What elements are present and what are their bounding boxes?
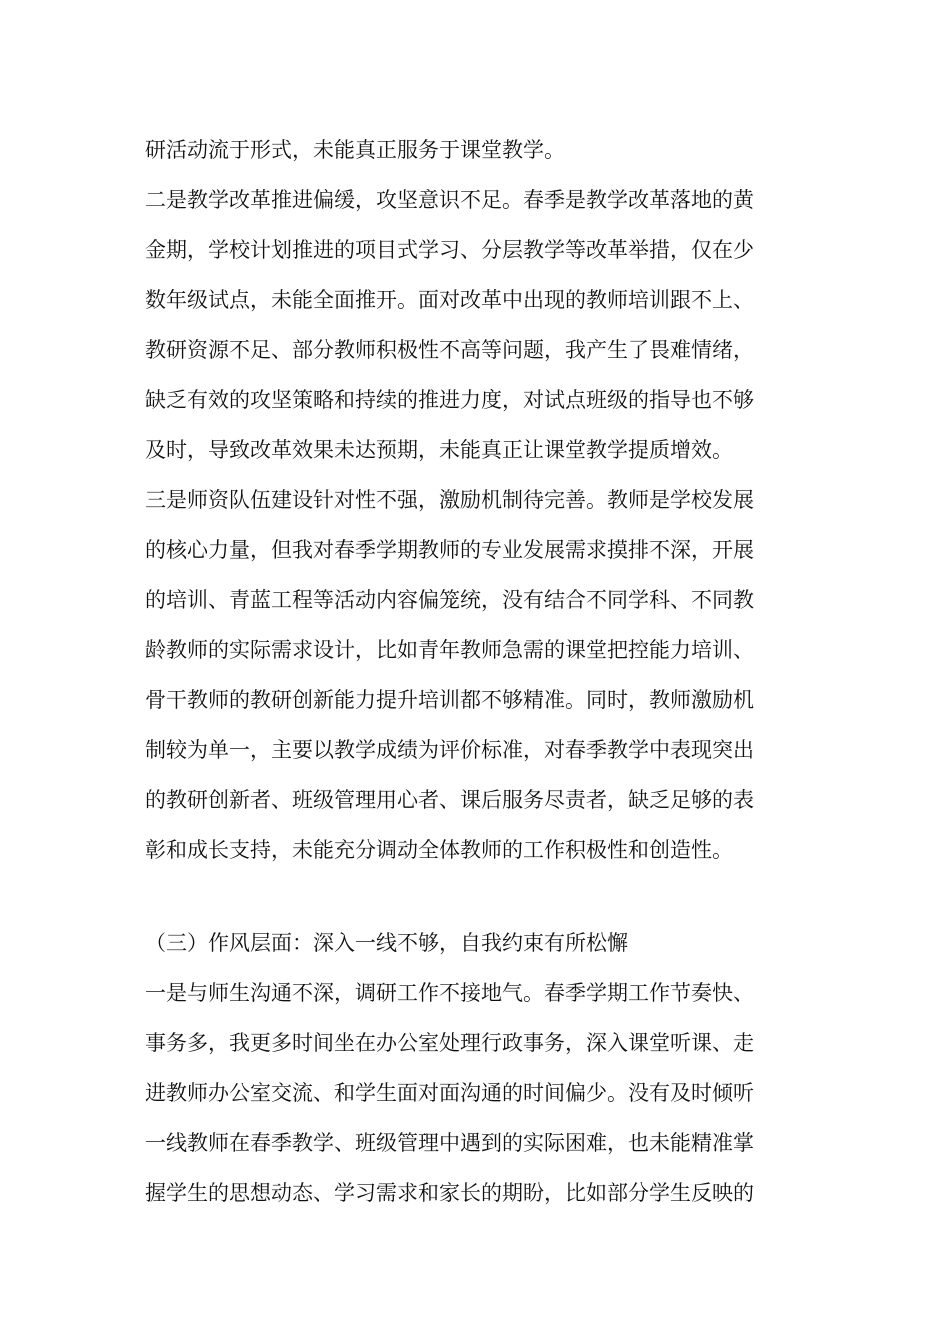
section-heading: （三）作风层面：深入一线不够，自我约束有所松懈 — [145, 931, 628, 955]
text-line: 数年级试点，未能全面推开。面对改革中出现的教师培训跟不上、 — [145, 288, 754, 312]
text-line: 及时，导致改革效果未达预期，未能真正让课堂教学提质增效。 — [145, 438, 733, 462]
text-line: 事务多，我更多时间坐在办公室处理行政事务，深入课堂听课、走 — [145, 1031, 754, 1055]
section-block — [145, 918, 810, 1218]
text-line: 教研资源不足、部分教师积极性不高等问题，我产生了畏难情绪， — [145, 338, 754, 362]
text-line: 的培训、青蓝工程等活动内容偏笼统，没有结合不同学科、不同教 — [145, 588, 754, 612]
text-line: 一线教师在春季教学、班级管理中遇到的实际困难，也未能精准掌 — [145, 1131, 754, 1155]
text-line: 研活动流于形式，未能真正服务于课堂教学。 — [145, 138, 565, 162]
text-line: 进教师办公室交流、和学生面对面沟通的时间偏少。没有及时倾听 — [145, 1081, 754, 1105]
text-line: 缺乏有效的攻坚策略和持续的推进力度，对试点班级的指导也不够 — [145, 388, 754, 412]
text-line: 三是师资队伍建设针对性不强，激励机制待完善。教师是学校发展 — [145, 488, 754, 512]
text-line: 二是教学改革推进偏缓，攻坚意识不足。春季是教学改革落地的黄 — [145, 188, 754, 212]
text-line: 的教研创新者、班级管理用心者、课后服务尽责者，缺乏足够的表 — [145, 788, 754, 812]
text-line: 金期，学校计划推进的项目式学习、分层教学等改革举措，仅在少 — [145, 238, 754, 262]
text-line: 握学生的思想动态、学习需求和家长的期盼，比如部分学生反映的 — [145, 1181, 754, 1205]
text-line: 的核心力量，但我对春季学期教师的专业发展需求摸排不深，开展 — [145, 538, 754, 562]
text-line: 彰和成长支持，未能充分调动全体教师的工作积极性和创造性。 — [145, 838, 733, 862]
text-line: 骨干教师的教研创新能力提升培训都不够精准。同时，教师激励机 — [145, 688, 754, 712]
body-text-block — [145, 125, 810, 875]
text-line: 龄教师的实际需求设计，比如青年教师急需的课堂把控能力培训、 — [145, 638, 754, 662]
text-line: 制较为单一，主要以教学成绩为评价标准，对春季教学中表现突出 — [145, 738, 754, 762]
text-line: 一是与师生沟通不深，调研工作不接地气。春季学期工作节奏快、 — [145, 981, 754, 1005]
